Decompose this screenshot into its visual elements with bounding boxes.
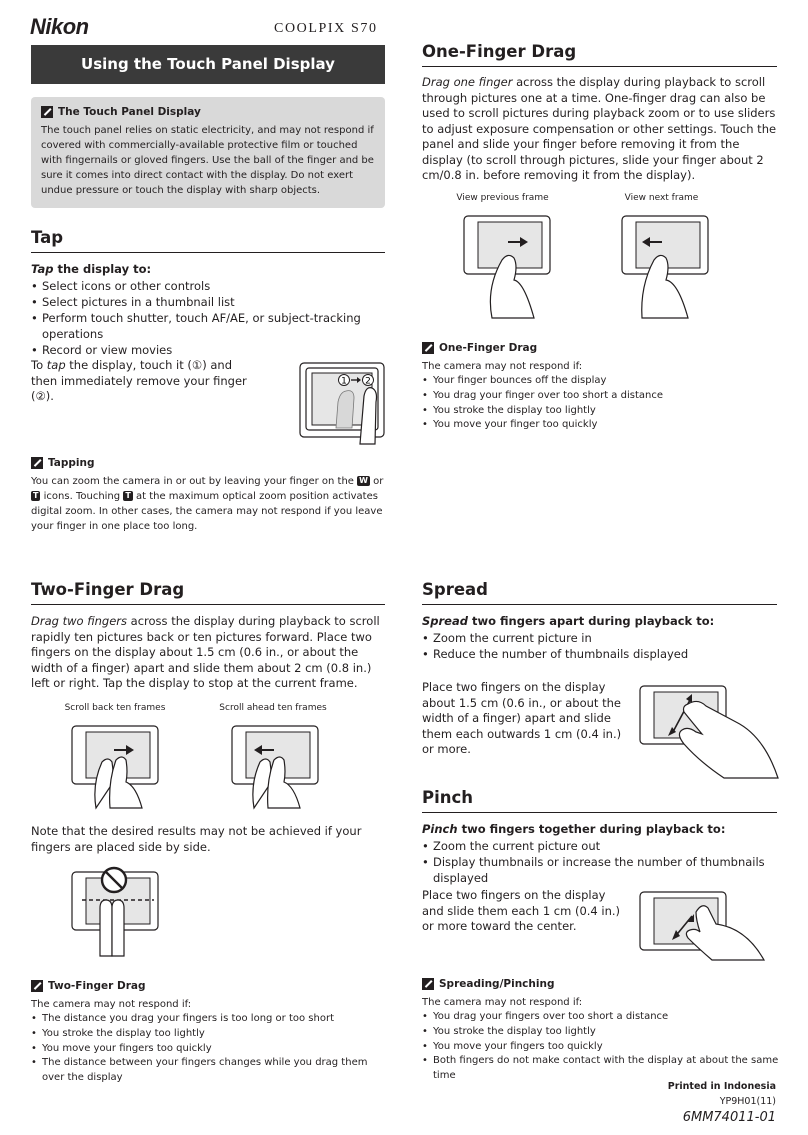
caption-next: View next frame [624, 193, 699, 203]
model-name: COOLPIX S70 [274, 21, 378, 36]
page-title-banner: Using the Touch Panel Display [31, 45, 385, 84]
one-finger-note-lead: The camera may not respond if: [422, 361, 583, 372]
pinch-subheading [422, 822, 777, 836]
list-item: • You drag your finger over too short a distance [422, 389, 777, 404]
one-finger-note-title: One-Finger Drag [439, 342, 538, 354]
two-finger-intro-italic: Drag two fingers [31, 614, 128, 628]
two-finger-note-lead: The camera may not respond if: [31, 999, 192, 1010]
two-finger-note [31, 980, 385, 1086]
tap-section [31, 228, 385, 358]
one-finger-intro-rest: across the display during playback to scroll through pictures one at a time. One-finger drag can also be used to scroll pictures during playback zoom or to use sliders to adjust exposure compensation or other settings. Touch the panel and slide your finger before removing it from the display (to scroll through pictures, slide your finger about 2 cm/0.8 in. before removing it from the display). [422, 75, 777, 182]
spreading-note-lead: The camera may not respond if: [422, 997, 583, 1008]
side-by-side-illustration [70, 864, 166, 956]
list-item: • You move your fingers too quickly [31, 1042, 385, 1057]
spreading-note-list [422, 1010, 782, 1084]
tapping-note-title: Tapping [48, 457, 95, 469]
tap-heading: Tap [31, 228, 385, 253]
pencil-note-icon [31, 980, 43, 992]
tap-sub-rest: the display to: [53, 262, 152, 276]
tapping-note-title-row [31, 457, 385, 469]
spread-section [422, 580, 777, 662]
tap-sub-italic: Tap [31, 262, 54, 276]
drag-prev-illustration [462, 214, 558, 318]
list-item: • Both fingers do not make contact with the display at about the same time [422, 1054, 782, 1084]
spreading-note-title: Spreading/Pinching [439, 978, 555, 990]
tap-list [31, 278, 385, 358]
list-item: • Your finger bounces off the display [422, 374, 777, 389]
tap-instr-rest: the display, touch it (①) and then immediately remove your finger (②). [31, 358, 247, 403]
pencil-note-icon [41, 106, 53, 118]
list-item: • You stroke the display too lightly [31, 1027, 385, 1042]
tapping-note-body [31, 474, 385, 534]
list-item: • Display thumbnails or increase the number of thumbnails displayed [422, 854, 777, 886]
two-finger-intro [31, 614, 385, 692]
caption-scroll-ahead: Scroll ahead ten frames [219, 703, 327, 713]
spread-heading: Spread [422, 580, 777, 605]
two-finger-note-title: Two-Finger Drag [48, 980, 146, 992]
list-item: • The distance you drag your fingers is too long or too short [31, 1012, 385, 1027]
side-by-side-warning: Note that the desired results may not be achieved if your fingers are placed side by side. [31, 824, 362, 854]
drag-next-illustration [620, 214, 716, 318]
footer-code-1: YP9H01(11) [719, 1096, 776, 1107]
two-finger-note-title-row [31, 980, 385, 992]
two-finger-heading: Two-Finger Drag [31, 580, 385, 605]
list-item: • Record or view movies [31, 342, 385, 358]
caption-scroll-back: Scroll back ten frames [64, 703, 166, 713]
zoom-t-icon: T [125, 491, 131, 500]
one-finger-section [422, 42, 777, 184]
note-title-row [41, 106, 375, 118]
list-item: • Reduce the number of thumbnails displayed [422, 646, 777, 662]
tap-instr-italic: tap [46, 358, 66, 372]
tapping-line2a: icons. Touching [43, 491, 121, 502]
list-item: • You move your fingers too quickly [422, 1040, 782, 1055]
two-finger-intro-rest: across the display during playback to scroll rapidly ten pictures back or ten pictures forward. Place two fingers on the display about 1.5 cm (0.6 in., or about the width of a finger) apart and slide them about 2 cm (0.8 in.) left or right. Tap the display to stop at the current frame. [31, 614, 380, 690]
tap-subheading [31, 262, 385, 276]
pinch-sub-italic: Pinch [422, 822, 458, 836]
tapping-note [31, 457, 385, 534]
tapping-line2b: at the maximum optical zoom position activates digital zoom. In other cases, the camera may not respond if you leave your finger in one place too long. [31, 491, 383, 532]
one-finger-heading: One-Finger Drag [422, 42, 777, 67]
spread-illustration [636, 682, 778, 778]
zoom-w-icon: W [359, 476, 368, 485]
pencil-note-icon [422, 978, 434, 990]
spreading-pinching-note [422, 978, 782, 1084]
spread-subheading [422, 614, 777, 628]
pinch-section [422, 788, 777, 886]
camera-screen [636, 222, 700, 268]
list-item: • You stroke the display too lightly [422, 1025, 782, 1040]
footer-code-2: 6MM74011-01 [682, 1110, 776, 1125]
list-item: • Zoom the current picture in [422, 630, 777, 646]
tap-instr-prefix: To [31, 358, 47, 372]
tap-instruction [31, 358, 256, 405]
step-2-label: 2 [365, 376, 371, 387]
spread-sub-rest: two fingers apart during playback to: [467, 614, 715, 628]
tap-illustration [296, 358, 388, 444]
list-item: • The distance between your fingers changes while you drag them over the display [31, 1056, 385, 1086]
one-finger-intro-italic: Drag one finger [422, 75, 513, 89]
spread-sub-italic: Spread [422, 614, 468, 628]
hand-illustration [679, 701, 778, 778]
list-item: • Select icons or other controls [31, 278, 385, 294]
tapping-line1: You can zoom the camera in or out by leaving your finger on the [31, 476, 354, 487]
spreading-note-title-row [422, 978, 782, 990]
list-item: • You stroke the display too lightly [422, 404, 777, 419]
list-item: • Perform touch shutter, touch AF/AE, or subject-tracking operations [31, 310, 385, 342]
nikon-logo: Nikon [30, 14, 89, 39]
finger-illustration [100, 900, 112, 956]
list-item: • You move your finger too quickly [422, 418, 777, 433]
tapping-or: or [373, 476, 384, 487]
note-body: The touch panel relies on static electricity, and may not respond if covered with commercially-available protective film or touched with fingernails or gloved fingers. Use the ball of the finger and be sure it comes into direct contact with the display. Do not exert undue pressure or touch the display with sharp objects. [41, 125, 374, 196]
list-item: • Select pictures in a thumbnail list [31, 294, 385, 310]
pinch-instruction: Place two fingers on the display and slide them each 1 cm (0.4 in.) or more toward the center. [422, 888, 621, 933]
two-finger-note-list [31, 1012, 385, 1086]
step-1-label: 1 [341, 376, 347, 387]
caption-previous: View previous frame [456, 193, 549, 203]
note-title: The Touch Panel Display [58, 106, 201, 118]
spread-instruction: Place two fingers on the display about 1.5 cm (0.6 in., or about the width of a finger) apart and slide them each outwards 1 cm (0.4 in.) or more. [422, 680, 622, 756]
two-finger-ahead-illustration [230, 724, 326, 808]
pencil-note-icon [422, 342, 434, 354]
pinch-sub-rest: two fingers together during playback to: [457, 822, 726, 836]
one-finger-note-title-row [422, 342, 777, 354]
pinch-heading: Pinch [422, 788, 777, 813]
pinch-list [422, 838, 777, 886]
finger-illustration [112, 900, 124, 956]
pencil-note-icon [31, 457, 43, 469]
one-finger-note-list [422, 374, 777, 433]
two-finger-section [31, 580, 385, 692]
zoom-t-icon: T [33, 491, 39, 500]
list-item: • You drag your fingers over too short a distance [422, 1010, 782, 1025]
one-finger-note [422, 342, 777, 433]
pinch-illustration [636, 888, 778, 960]
touch-panel-note [31, 97, 385, 208]
printed-in: Printed in Indonesia [667, 1081, 776, 1092]
two-finger-back-illustration [70, 724, 166, 808]
one-finger-intro [422, 75, 777, 184]
spread-list [422, 630, 777, 662]
list-item: • Zoom the current picture out [422, 838, 777, 854]
